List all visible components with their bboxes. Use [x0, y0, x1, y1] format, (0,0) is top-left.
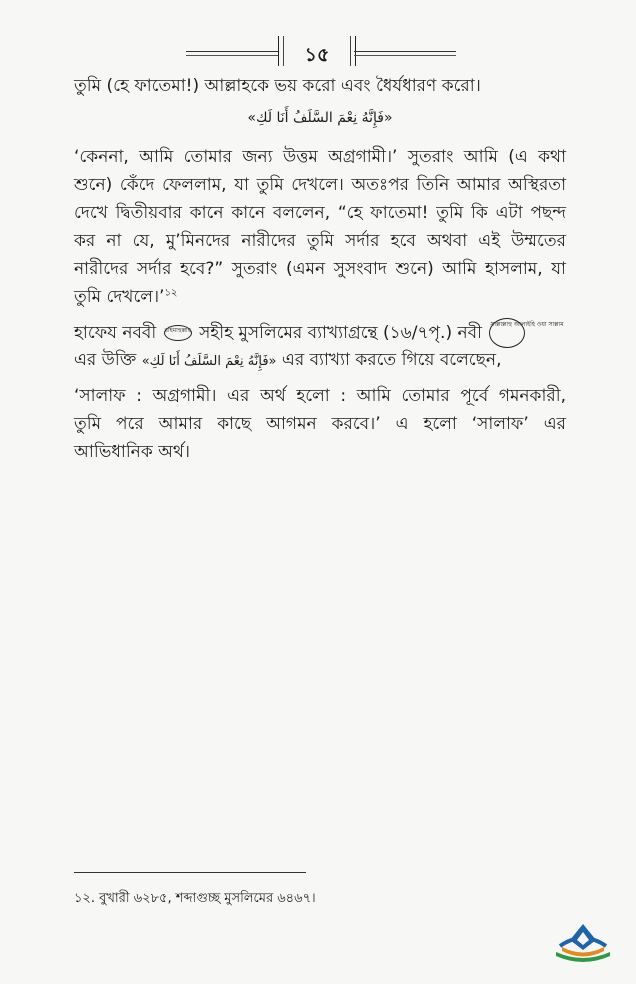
- page-header: [186, 34, 456, 68]
- text-line-6: কর না যে, মু’মিনদের নারীদের তুমি সর্দার হবে অথবা এই উম্মতের: [74, 231, 566, 251]
- header-rule-right: [354, 51, 456, 52]
- publisher-logo: [552, 920, 614, 966]
- text-line-10-a: এর উক্তি: [74, 350, 137, 370]
- text-line-9-rest: সহীহ মুসলিমের ব্যাখ্যাগ্রন্থে (১৬/৭পৃ.) নবী: [199, 323, 482, 343]
- header-rule-left-thin: [186, 55, 278, 56]
- text-line-13: আভিধানিক অর্থ।: [74, 442, 190, 462]
- rahimahullah-seal: রহিমাহুল্লাহ: [164, 325, 192, 341]
- nawawi-name: হাফেয নববী: [74, 323, 157, 343]
- text-line-12: তুমি পরে আমার কাছে আগমন করবে।’ এ হলো ‘সালাফ’ এর: [74, 414, 566, 434]
- text-line-11: ‘সালাফ : অগ্রগামী। এর অর্থ হলো : আমি তোমার পূর্বে গমনকারী,: [74, 386, 566, 406]
- text-line-8-text: তুমি দেখলে।’: [74, 287, 165, 307]
- page-number: ১৫: [304, 44, 330, 66]
- arabic-inline-quote: «فَإِنَّهُ نِعْمَ السَّلَفُ أَنَا لَكِ»: [141, 354, 277, 369]
- text-line-8: [74, 285, 566, 309]
- text-line-10-b: এর ব্যাখ্যা করতে গিয়ে বলেছেন,: [281, 350, 502, 370]
- arabic-quote: «فَإِنَّهُ نِعْمَ السَّلَفُ أَنَا لَكِ»: [247, 110, 393, 126]
- text-line-5: দেখে দ্বিতীয়বার কানে কানে বললেন, “হে ফাতেমা! তুমি কি এটা পছন্দ: [74, 203, 566, 223]
- text-line-3: ‘কেননা, আমি তোমার জন্য উত্তম অগ্রগামী।’ সুতরাং আমি (এ কথা: [74, 147, 566, 167]
- page-number-box: [278, 36, 356, 66]
- footnote-rule: [74, 872, 306, 873]
- text-line-7: নারীদের সর্দার হবে?” সুতরাং (এমন সুসংবাদ শুনে) আমি হাসলাম, যা: [74, 259, 566, 279]
- header-rule-left: [186, 51, 278, 52]
- text-line-10: [74, 348, 566, 374]
- footnote: ১২. বুখারী ৬২৮৫, শব্দাগুচ্ছ মুসলিমের ৬৪৬৭।: [74, 891, 316, 906]
- text-line-9: [74, 318, 566, 348]
- text-line-4: শুনে) কেঁদে ফেললাম, যা তুমি দেখলে। অতঃপর তিনি আমার অস্থিরতা: [74, 175, 566, 195]
- salawat-seal: সাল্লাল্লাহু আলাইহি ওয়া সাল্লাম: [489, 318, 525, 348]
- header-rule-right-thin: [354, 55, 456, 56]
- text-line-1: তুমি (হে ফাতেমা!) আল্লাহকে ভয় করো এবং ধৈর্যধারণ করো।: [74, 76, 481, 96]
- footnote-ref: ১২: [164, 287, 178, 299]
